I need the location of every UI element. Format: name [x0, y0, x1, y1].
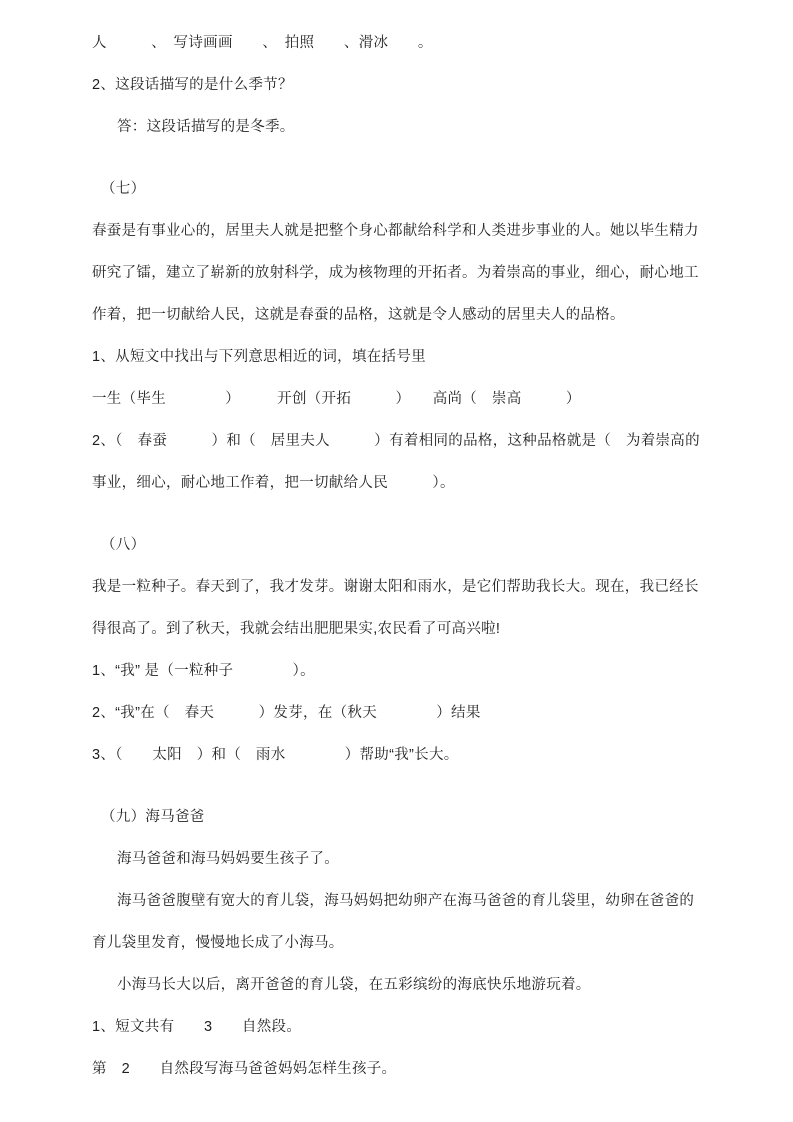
text-line: 我是一粒种子。春天到了，我才发芽。谢谢太阳和雨水，是它们帮助我长大。现在，我已经长: [92, 579, 699, 595]
section-heading-9: （九）海马爸爸: [101, 809, 205, 825]
question-line: 1、短文共有 3 自然段。: [92, 1019, 302, 1035]
question-line: 2、（ 春蚕 ）和（ 居里夫人 ）有着相同的品格，这种品格就是（ 为着崇高的: [92, 433, 700, 449]
text-line: 育儿袋里发育，慢慢地长成了小海马。: [92, 935, 344, 951]
question-line: 第 2 自然段写海马爸爸妈妈怎样生孩子。: [92, 1061, 397, 1077]
text-line: 人 、 写诗画画 、 拍照 、滑冰 。: [92, 35, 433, 51]
text-line: 海马爸爸腹壁有宽大的育儿袋，海马妈妈把幼卵产在海马爸爸的育儿袋里，幼卵在爸爸的: [117, 893, 695, 909]
text-line: 得很高了。到了秋天，我就会结出肥肥果实,农民看了可高兴啦!: [92, 621, 501, 637]
question-line: 1、“我” 是（一粒种子 ）。: [92, 663, 315, 679]
question-line: 1、从短文中找出与下列意思相近的词，填在括号里: [92, 349, 426, 365]
question-line: 3、（ 太阳 ）和（ 雨水 ）帮助“我”长大。: [92, 747, 459, 763]
text-line: 春蚕是有事业心的，居里夫人就是把整个身心都献给科学和人类进步事业的人。她以毕生精力: [92, 223, 699, 239]
text-line: 2、这段话描写的是什么季节？: [92, 77, 293, 93]
question-line: 2、“我”在（ 春天 ）发芽，在（秋天 ）结果: [92, 705, 481, 721]
text-line: 海马爸爸和海马妈妈要生孩子了。: [117, 851, 339, 867]
text-line: 研究了镭，建立了崭新的放射科学，成为核物理的开拓者。为着崇高的事业，细心，耐心地工: [92, 265, 699, 281]
section-heading-8: （八）: [101, 537, 146, 553]
answer-line: 事业，细心，耐心地工作着，把一切献给人民 ）。: [92, 475, 455, 491]
text-line: 作着，把一切献给人民，这就是春蚕的品格，这就是令人感动的居里夫人的品格。: [92, 307, 625, 323]
text-line: 小海马长大以后，离开爸爸的育儿袋，在五彩缤纷的海底快乐地游玩着。: [117, 977, 591, 993]
document-content: [92, 22, 700, 1090]
answer-line: 一生（毕生 ） 开创（开拓 ） 高尚（ 崇高 ）: [92, 391, 581, 407]
section-heading-7: （七）: [101, 181, 146, 197]
answer-line: 答：这段话描写的是冬季。: [117, 119, 295, 135]
